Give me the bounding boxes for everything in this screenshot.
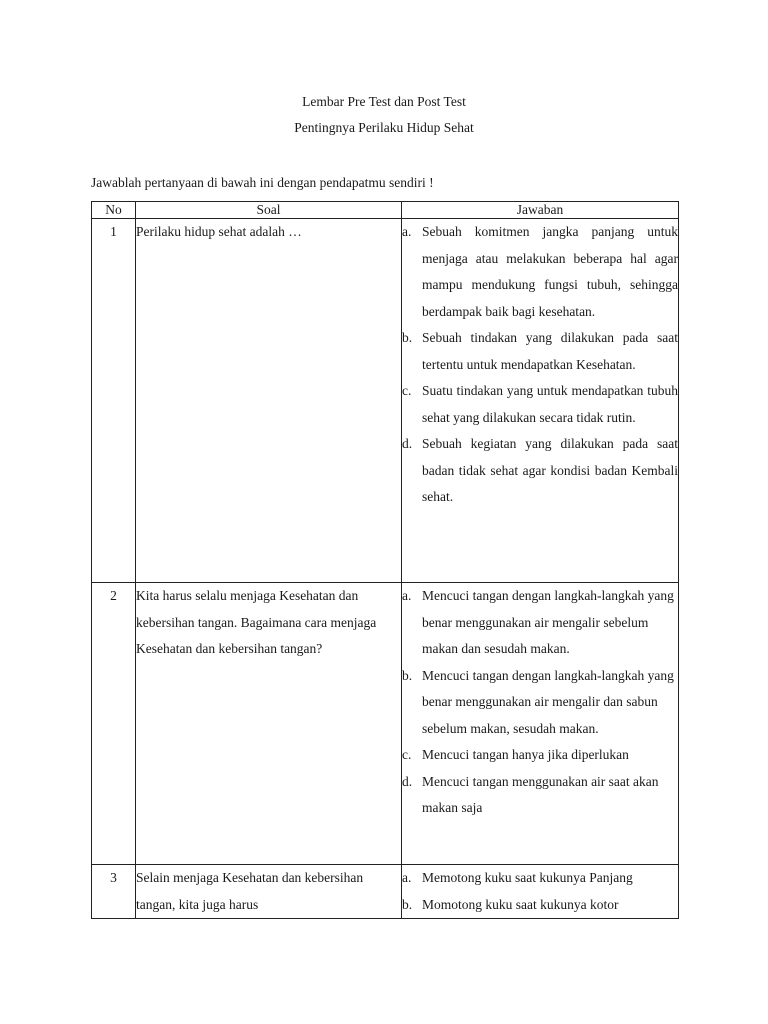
option-text: Momotong kuku saat kukunya kotor <box>422 896 619 912</box>
question-text: Perilaku hidup sehat adalah … <box>136 219 402 583</box>
page-title: Lembar Pre Test dan Post Test <box>302 94 466 109</box>
header-soal: Soal <box>136 202 402 219</box>
option-letter: c. <box>402 747 412 762</box>
table-row <box>92 219 679 583</box>
option-text: Mencuci tangan menggunakan air saat akan makan saja <box>422 773 659 815</box>
answer-option <box>402 865 678 892</box>
option-letter: d. <box>402 436 413 451</box>
answer-option <box>402 325 678 378</box>
question-number: 3 <box>92 865 136 919</box>
option-text: Sebuah komitmen jangka panjang untuk menjaga atau melakukan beberapa hal agar mampu mendukung fungsi tubuh, sehingga berdampak baik bagi kesehatan. <box>422 224 678 319</box>
answer-option <box>402 663 678 743</box>
header-no: No <box>92 202 136 219</box>
option-letter: a. <box>402 224 412 239</box>
option-letter: a. <box>402 588 412 603</box>
option-text: Sebuah kegiatan yang dilakukan pada saat badan tidak sehat agar kondisi badan Kembali sehat. <box>422 436 678 504</box>
option-text: Mencuci tangan dengan langkah-langkah yang benar menggunakan air mengalir dan sabun sebelum makan, sesudah makan. <box>422 667 674 736</box>
option-letter: d. <box>402 773 413 789</box>
question-number: 2 <box>92 583 136 865</box>
answer-cell <box>402 219 679 583</box>
answer-option <box>402 742 678 769</box>
answer-options <box>402 219 678 511</box>
table-row <box>92 583 679 865</box>
answer-option <box>402 583 678 663</box>
option-text: Mencuci tangan dengan langkah-langkah yang benar menggunakan air mengalir sebelum makan dan sesudah makan. <box>422 588 674 656</box>
option-letter: b. <box>402 896 413 912</box>
option-letter: b. <box>402 330 413 345</box>
header-jawaban: Jawaban <box>402 202 679 219</box>
question-table <box>91 201 679 919</box>
option-letter: c. <box>402 383 412 398</box>
answer-cell <box>402 865 679 919</box>
answer-option <box>402 769 678 822</box>
question-text: Kita harus selalu menjaga Kesehatan dan kebersihan tangan. Bagaimana cara menjaga Kesehatan dan kebersihan tangan? <box>136 583 402 865</box>
answer-option <box>402 892 678 919</box>
option-letter: b. <box>402 667 413 683</box>
option-text: Mencuci tangan hanya jika diperlukan <box>422 747 629 762</box>
answer-option <box>402 431 678 511</box>
option-text: Memotong kuku saat kukunya Panjang <box>422 870 633 885</box>
option-text: Suatu tindakan yang untuk mendapatkan tubuh sehat yang dilakukan secara tidak rutin. <box>422 383 678 425</box>
option-text: Sebuah tindakan yang dilakukan pada saat tertentu untuk mendapatkan Kesehatan. <box>422 330 678 372</box>
answer-cell <box>402 583 679 865</box>
question-text: Selain menjaga Kesehatan dan kebersihan tangan, kita juga harus <box>136 865 402 919</box>
answer-options <box>402 583 678 822</box>
question-number: 1 <box>92 219 136 583</box>
page-subtitle: Pentingnya Perilaku Hidup Sehat <box>294 120 474 135</box>
answer-option <box>402 219 678 325</box>
answer-option <box>402 378 678 431</box>
table-header-row <box>92 202 679 219</box>
answer-options <box>402 865 678 918</box>
table-row <box>92 865 679 919</box>
option-letter: a. <box>402 870 412 885</box>
instruction-text: Jawablah pertanyaan di bawah ini dengan pendapatmu sendiri ! <box>91 175 434 190</box>
